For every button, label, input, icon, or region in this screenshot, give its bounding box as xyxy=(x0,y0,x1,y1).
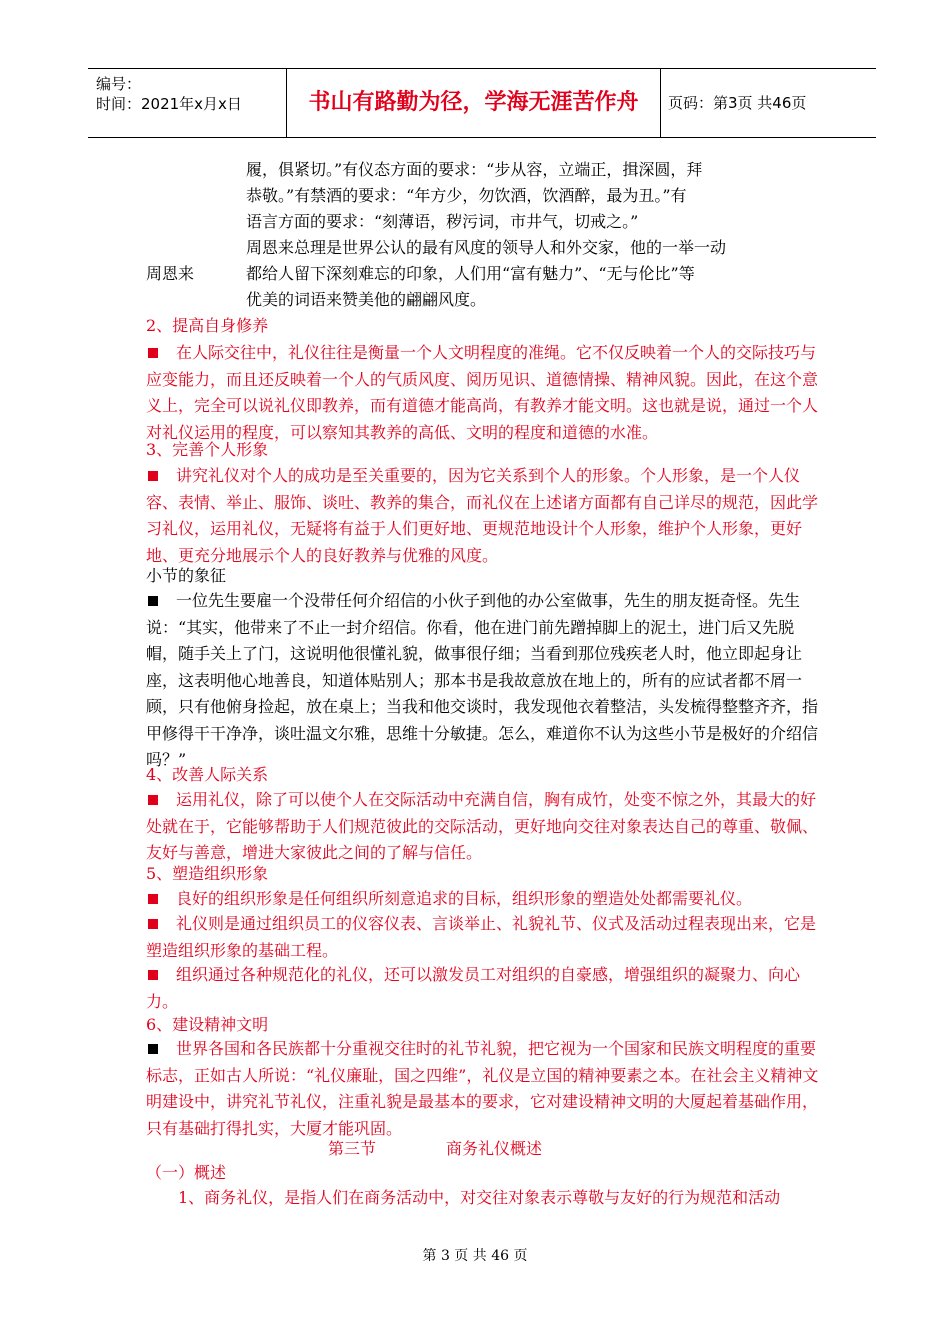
section-4-title: 4、改善人际关系 xyxy=(146,765,269,784)
time-label: 时间：2021年x月x日 xyxy=(96,95,242,113)
bullet-square-icon xyxy=(148,970,158,980)
intro-line: 周恩来总理是世界公认的最有风度的领导人和外交家，他的一举一动 xyxy=(246,238,727,257)
bullet-square-icon xyxy=(148,596,158,606)
intro-side-label: 周恩来 xyxy=(146,264,195,283)
section-2-text: 在人际交往中，礼仪往往是衡量一个人文明程度的准绳。它不仅反映着一个人的交际技巧与应变能力，而且还反映着一个人的气质风度、阅历见识、道德情操、精神风貌。因此，在这个意义上，完全可以说礼仪即教养，而有道德才能高尚，有教养才能文明。这也就是说，通过一个人对礼仪运用的程度，可以察知其教养的高低、文明的程度和道德的水准。 xyxy=(146,343,819,442)
section-2-paragraph xyxy=(146,340,826,446)
section-5-item xyxy=(146,911,826,964)
number-label: 编号： xyxy=(96,75,142,93)
section-5-item xyxy=(146,886,826,913)
section-5-item-text: 礼仪则是通过组织员工的仪容仪表、言谈举止、礼貌礼节、仪式及活动过程表现出来，它是塑造组织形象的基础工程。 xyxy=(146,914,817,960)
intro-line: 履，俱紧切。”有仪态方面的要求：“步从容，立端正，揖深圆，拜 xyxy=(246,160,703,179)
bullet-square-icon xyxy=(148,471,158,481)
story-text: 一位先生要雇一个没带任何介绍信的小伙子到他的办公室做事，先生的朋友挺奇怪。先生说：“其实，他带来了不止一封介绍信。你看，他在进门前先蹭掉脚上的泥土，进门后又先脱帽，随手关上了门，这说明他很懂礼貌，做事很仔细；当看到那位残疾老人时，他立即起身让座，这表明他心地善良，知道体贴别人；那本书是我故意放在地上的，所有的应试者都不屑一顾，只有他俯身捡起，放在桌上；当我和他交谈时，我发现他衣着整洁，头发梳得整整齐齐，指甲修得干干净净，谈吐温文尔雅，思维十分敏捷。怎么，难道你不认为这些小节是极好的介绍信吗？” xyxy=(146,591,819,769)
page-header xyxy=(88,68,876,138)
story-paragraph xyxy=(146,588,826,774)
intro-line: 恭敬。”有禁酒的要求：“年方少，勿饮酒，饮酒醉，最为丑。”有 xyxy=(246,186,687,205)
section-5-item-text: 良好的组织形象是任何组织所刻意追求的目标，组织形象的塑造处处都需要礼仪。 xyxy=(176,889,753,908)
section-4-text: 运用礼仪，除了可以使个人在交际活动中充满自信，胸有成竹，处变不惊之外，其最大的好处就在于，它能够帮助于人们规范彼此的交际活动，更好地向交往对象表达自己的尊重、敬佩、友好与善意，增进大家彼此之间的了解与信任。 xyxy=(146,790,819,862)
bullet-square-icon xyxy=(148,894,158,904)
intro-line: 优美的词语来赞美他的翩翩风度。 xyxy=(246,290,487,309)
header-meta xyxy=(88,69,287,137)
page-footer: 第 3 页 共 46 页 xyxy=(422,1248,528,1264)
subsection-1-text: 1、商务礼仪，是指人们在商务活动中，对交往对象表示尊敬与友好的行为规范和活动 xyxy=(178,1188,781,1207)
section-6-text: 世界各国和各民族都十分重视交往时的礼节礼貌，把它视为一个国家和民族文明程度的重要标志，正如古人所说：“礼仪廉耻，国之四维”，礼仪是立国的精神要素之本。在社会主义精神文明建设中，讲究礼节礼仪，注重礼貌是最基本的要求，它对建设精神文明的大厦起着基础作用，只有基础打得扎实，大厦才能巩固。 xyxy=(146,1039,819,1138)
intro-line: 语言方面的要求：“刻薄语，秽污词，市井气，切戒之。” xyxy=(246,212,639,231)
subsection-1-title: （一）概述 xyxy=(146,1163,227,1182)
section-4-paragraph xyxy=(146,787,826,867)
section-6-paragraph xyxy=(146,1036,826,1142)
section-3-title: 3、完善个人形象 xyxy=(146,440,269,459)
section-3-text: 讲究礼仪对个人的成功是至关重要的，因为它关系到个人的形象。个人形象，是一个人仪容、表情、举止、服饰、谈吐、教养的集合，而礼仪在上述诸方面都有自己详尽的规范，因此学习礼仪，运用礼仪，无疑将有益于人们更好地、更规范地设计个人形象，维护个人形象，更好地、更充分地展示个人的良好教养与优雅的风度。 xyxy=(146,466,819,565)
header-motto: 书山有路勤为径，学海无涯苦作舟 xyxy=(287,69,661,137)
section-5-item-text: 组织通过各种规范化的礼仪，还可以激发员工对组织的自豪感，增强组织的凝聚力、向心力。 xyxy=(146,965,801,1011)
bullet-square-icon xyxy=(148,1044,158,1054)
bullet-square-icon xyxy=(148,348,158,358)
intro-line: 都给人留下深刻难忘的印象，人们用“富有魅力”、“无与伦比”等 xyxy=(246,264,695,283)
section-3-paragraph xyxy=(146,463,826,569)
bullet-square-icon xyxy=(148,795,158,805)
section-6-title: 6、建设精神文明 xyxy=(146,1015,269,1034)
bullet-square-icon xyxy=(148,919,158,929)
chapter-section-label: 第三节 xyxy=(328,1139,377,1158)
story-title: 小节的象征 xyxy=(146,566,227,585)
section-5-item xyxy=(146,962,826,1015)
chapter-section-title: 商务礼仪概述 xyxy=(446,1139,543,1158)
header-page-info: 页码：第3页 共46页 xyxy=(668,94,807,112)
section-5-title: 5、塑造组织形象 xyxy=(146,864,269,883)
section-2-title: 2、提高自身修养 xyxy=(146,316,269,335)
